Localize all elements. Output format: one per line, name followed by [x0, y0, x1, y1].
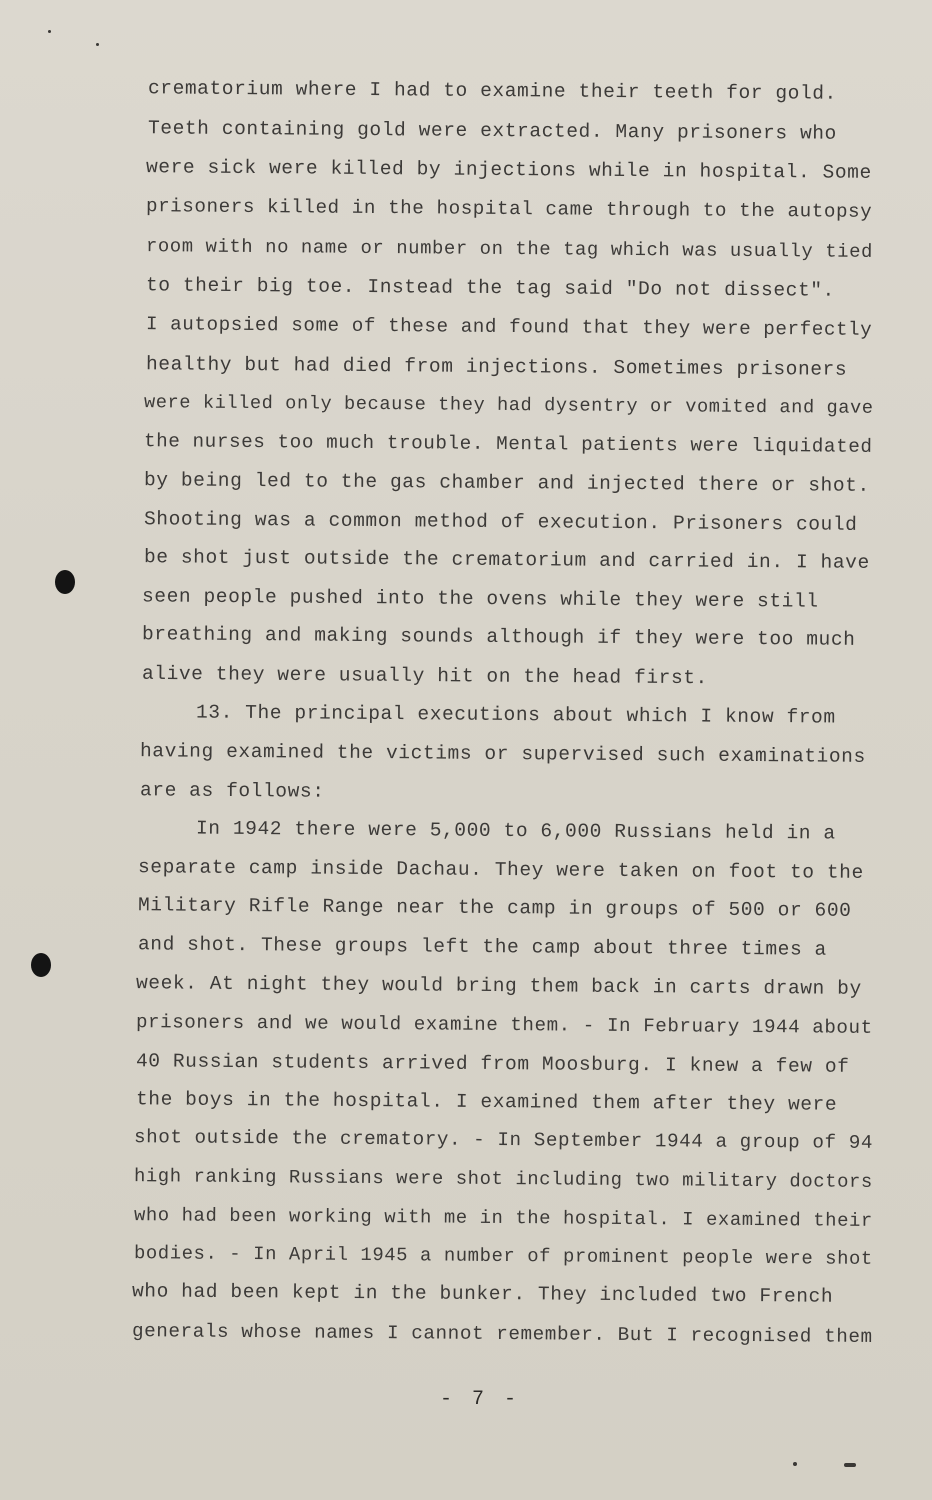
- text-line: 13. The principal executions about which I know from: [195, 701, 836, 729]
- page-number: - 7 -: [440, 1388, 521, 1411]
- text-line: who had been working with me in the hospital. I examined their: [133, 1204, 873, 1232]
- text-line: I autopsied some of these and found that they were perfectly: [145, 313, 873, 341]
- text-line: by being led to the gas chamber and injected there or shot.: [143, 469, 870, 497]
- text-line: are as follows:: [139, 779, 325, 803]
- text-line: In 1942 there were 5,000 to 6,000 Russians held in a: [195, 817, 836, 845]
- text-line: were sick were killed by injections while in hospital. Some: [145, 156, 872, 184]
- text-line: Teeth containing gold were extracted. Many prisoners who: [147, 117, 837, 145]
- text-line: prisoners killed in the hospital came through to the autopsy: [145, 195, 873, 223]
- text-line: 40 Russian students arrived from Moosburg. I knew a few of: [135, 1050, 850, 1078]
- text-line: prisoners and we would examine them. - In February 1944 about: [135, 1011, 873, 1039]
- text-line: be shot just outside the crematorium and carried in. I have: [143, 546, 870, 574]
- text-line: generals whose names I cannot remember. But I recognised them: [131, 1320, 873, 1348]
- text-line: to their big toe. Instead the tag said "Do not dissect".: [145, 274, 835, 302]
- text-line: and shot. These groups left the camp about three times a: [137, 933, 827, 961]
- text-line: separate camp inside Dachau. They were taken on foot to the: [137, 856, 864, 884]
- text-line: room with no name or number on the tag which was usually tied: [145, 235, 874, 263]
- text-line: alive they were usually hit on the head first.: [141, 662, 708, 690]
- text-line: high ranking Russians were shot including two military doctors: [133, 1165, 873, 1193]
- text-line: breathing and making sounds although if they were too much: [141, 623, 856, 651]
- text-line: seen people pushed into the ovens while they were still: [141, 585, 819, 613]
- text-line: week. At night they would bring them back in carts drawn by: [135, 972, 862, 1000]
- text-line: crematorium where I had to examine their teeth for gold.: [147, 77, 837, 105]
- text-line: the boys in the hospital. I examined them after they were: [135, 1088, 838, 1116]
- text-line: were killed only because they had dysentry or vomited and gave: [143, 392, 874, 419]
- text-line: the nurses too much trouble. Mental patients were liquidated: [143, 430, 873, 458]
- text-line: shot outside the crematory. - In September 1944 a group of 94: [133, 1126, 874, 1154]
- text-line: who had been kept in the bunker. They included two French: [131, 1280, 834, 1308]
- text-line: healthy but had died from injections. Sometimes prisoners: [145, 353, 848, 381]
- text-line: having examined the victims or supervised such examinations: [139, 740, 866, 768]
- text-line: bodies. - In April 1945 a number of prominent people were shot: [133, 1242, 873, 1270]
- text-line: Shooting was a common method of execution. Prisoners could: [143, 508, 858, 536]
- text-line: Military Rifle Range near the camp in groups of 500 or 600: [137, 894, 852, 922]
